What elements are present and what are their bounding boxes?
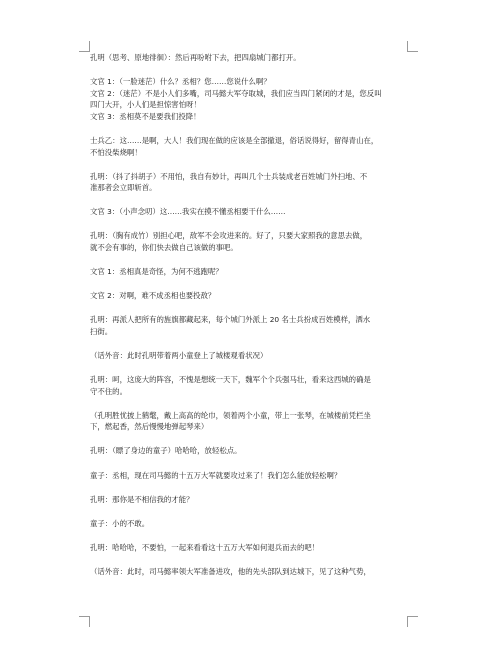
paragraph [90,171,408,194]
text-line: 孔明：（胸有成竹）别担心吧，敌军不会攻进来的。好了，只要大家照我的意思去做， [90,231,368,241]
paragraph [90,266,408,278]
paragraph-spacer [90,553,408,566]
paragraph-spacer [90,278,408,291]
paragraph-spacer [90,122,408,135]
paragraph-spacer [90,362,408,375]
paragraph-spacer [90,529,408,542]
text-line: 准那者会立即斩首。 [90,183,157,193]
paragraph [90,76,408,122]
paragraph [90,470,408,482]
text-line: 不怕没柴烧啊！ [90,147,142,157]
document-body [90,52,408,578]
paragraph [90,206,408,218]
paragraph-spacer [90,158,408,171]
text-line: 孔明：哈哈哈，不要怕，一起来看看这十五万大军如何退兵而去的吧！ [90,542,320,552]
paragraph [90,135,408,158]
page-corner-mark-bottom-left [79,616,90,627]
text-line: 孔明：呵，这庞大的阵容，不愧是想统一天下，魏军个个兵强马壮，看来这西城的确是 [90,375,371,385]
text-line: 孔明：（抖了抖胡子）不用怕，我自有妙计，再叫几个士兵装成老百姓城门外扫地、不 [90,171,368,181]
paragraph [90,445,408,457]
paragraph [90,518,408,530]
text-line: 文官 1：丞相真是奇怪，为何不逃跑呢？ [90,267,223,277]
paragraph-spacer [90,457,408,470]
text-line: 文官 1：（一脸迷茫）什么？丞相？您……您说什么啊？ [90,77,271,87]
paragraph [90,52,408,64]
paragraph [90,350,408,362]
paragraph [90,566,408,578]
paragraph-spacer [90,194,408,207]
paragraph [90,542,408,554]
text-line: 孔明（思考、原地徘徊）：然后再吩咐下去，把四扇城门都打开。 [90,53,301,62]
paragraph-spacer [90,397,408,410]
text-line: 孔明：（瞟了身边的童子）哈哈哈，放轻松点。 [90,446,242,456]
text-line: 文官 2：（迷茫）不是小人们多嘴，司马懿大军夺取城，我们应当四门紧闭的才是，您反叫 [90,88,382,98]
paragraph-spacer [90,505,408,518]
paragraph [90,410,408,433]
paragraph [90,494,408,506]
paragraph-spacer [90,338,408,351]
paragraph [90,314,408,337]
text-line: 士兵乙：这……是啊，大人！我们现在做的应该是全部撤退，俗话说得好，留得青山在， [90,135,379,145]
page-corner-mark-bottom-right [407,616,418,627]
text-line: 就不会有事的，你们快去做自己该做的事吧。 [90,243,238,253]
text-line: 下，燃起香，然后慢慢地弹起琴来） [90,422,209,432]
page-corner-mark-top-right [407,41,418,52]
page-corner-mark-top-left [79,41,90,52]
text-line: 文官 3：丞相莫不是要我们投降！ [90,111,201,121]
text-line: （话外音：此时，司马懿率领大军准备进攻，他的先头部队到达城下，见了这种气势， [90,566,371,576]
paragraph-spacer [90,433,408,446]
paragraph-spacer [90,218,408,231]
paragraph-spacer [90,481,408,494]
text-line: （话外音：此时孔明带着两小童登上了城楼观看状况） [90,351,268,360]
text-line: 孔明：再派人把所有的旌旗都藏起来，每个城门外派上 20 名士兵扮成百姓模样，洒水 [90,315,371,325]
text-line: 孔明：那你是不相信我的才能？ [90,494,194,504]
text-line: 扫街。 [90,326,113,336]
paragraph [90,290,408,302]
paragraph-spacer [90,64,408,77]
text-line: 文官 3：（小声念叨）这……我实在摸不懂丞相要干什么…… [90,207,286,217]
text-line: 童子：小的不敢。 [90,518,150,528]
paragraph [90,374,408,397]
paragraph-spacer [90,302,408,315]
paragraph [90,230,408,253]
text-line: 守不住的。 [90,386,127,396]
paragraph-spacer [90,254,408,267]
text-line: 童子：丞相，现在司马懿的十五万大军就要攻过来了！我们怎么能放轻松啊？ [90,470,342,480]
text-line: 文官 2：对啊，难不成丞相也要投敌？ [90,291,216,301]
text-line: （孔明胜忧披上鹤氅，戴上高高的纶巾，领着两个小童，带上一张琴，在城楼前凭栏坐 [90,410,371,420]
text-line: 四门大开，小人们是担惊害怕呀！ [90,100,201,110]
